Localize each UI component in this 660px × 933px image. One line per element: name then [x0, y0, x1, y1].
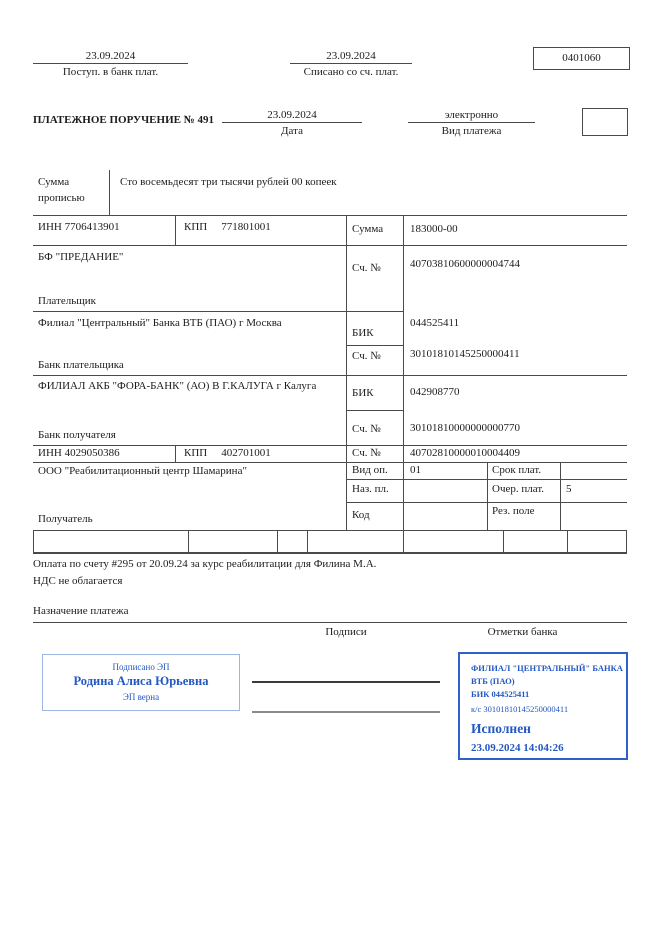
payment-kind-block [408, 109, 535, 137]
payer-account: 40703810600000004744 [410, 258, 520, 270]
debited-date-label: Списано со сч. плат. [303, 66, 399, 78]
payment-purpose-line1: Оплата по счету #295 от 20.09.24 за курс реабилитации для Филина М.А. [33, 558, 377, 570]
divider-line [33, 245, 627, 246]
amount-value: 183000-00 [410, 223, 458, 235]
payer-name: БФ "ПРЕДАНИЕ" [38, 251, 124, 263]
payment-kind-label: Вид платежа [441, 125, 502, 137]
payer-bank-account-label: Сч. № [352, 350, 381, 362]
receiver-bank-account: 30101810000000000770 [410, 422, 520, 434]
electronic-signature-stamp [42, 654, 240, 711]
receiver-bank-name: ФИЛИАЛ АКБ "ФОРА-БАНК" (АО) В Г.КАЛУГА г Калуга [38, 380, 317, 392]
payer-bank-account: 30101810145250000411 [410, 348, 520, 360]
divider-line [33, 530, 627, 531]
divider-line [307, 530, 308, 552]
divider-line [188, 530, 189, 552]
receiver-label: Получатель [38, 513, 93, 525]
divider-line [33, 622, 627, 623]
receiver-account: 40702810000010004409 [410, 447, 520, 459]
receiver-bank-account-label: Сч. № [352, 423, 381, 435]
receiver-inn: ИНН 4029050386 [38, 447, 120, 459]
stamp-datetime: 23.09.2024 14:04:26 [471, 741, 564, 754]
signed-with-es-label: Подписано ЭП [112, 662, 170, 672]
payer-kpp-value: 771801001 [221, 221, 271, 233]
operation-type-label: Вид оп. [352, 464, 388, 476]
payment-assignment-label: Наз. пл. [352, 483, 389, 495]
divider-line [33, 375, 627, 376]
payer-label: Плательщик [38, 295, 96, 307]
payer-kpp-label: КПП [184, 221, 208, 233]
receiver-kpp-value: 402701001 [221, 447, 271, 459]
receiver-kpp [184, 447, 271, 459]
payment-kind-value: электронно [408, 109, 535, 123]
reserve-field-label: Рез. поле [492, 505, 535, 517]
amount-in-words-label: Сумма прописью [38, 176, 85, 204]
divider-line [346, 345, 403, 346]
amount-in-words: Сто восемьдесят три тысячи рублей 00 копеек [120, 176, 337, 188]
divider-line [487, 462, 488, 530]
stamp-bank-corr-account: к/с 30101810145250000411 [471, 703, 569, 714]
stamp-bank-bik: БИК 044525411 [471, 689, 530, 700]
payment-priority-value: 5 [566, 483, 572, 495]
payment-purpose-line2: НДС не облагается [33, 575, 123, 587]
payer-bank-label: Банк плательщика [38, 359, 124, 371]
divider-line [403, 530, 404, 552]
divider-line [346, 479, 627, 480]
divider-line [403, 215, 404, 530]
document-date-block [222, 109, 362, 137]
code-label: Код [352, 509, 370, 521]
signatures-label: Подписи [325, 626, 367, 638]
stamp-bank-name-line1: ФИЛИАЛ "ЦЕНТРАЛЬНЫЙ" БАНКА [471, 663, 623, 673]
amount-label: Сумма [352, 223, 384, 235]
receiver-bank-bik-label: БИК [352, 387, 374, 399]
stamp-bank-name-line2: ВТБ (ПАО) [471, 676, 515, 687]
received-date: 23.09.2024 [33, 50, 188, 64]
debited-date: 23.09.2024 [290, 50, 412, 64]
signer-name: Родина Алиса Юрьевна [73, 674, 209, 688]
divider-line [175, 215, 176, 245]
payer-kpp [184, 221, 271, 233]
divider-line [346, 215, 347, 530]
signature-line [252, 711, 440, 713]
document-title: ПЛАТЕЖНОЕ ПОРУЧЕНИЕ № 491 [33, 114, 215, 126]
receiver-bank-label: Банк получателя [38, 429, 116, 441]
payer-inn: ИНН 7706413901 [38, 221, 120, 233]
divider-line [33, 215, 627, 216]
divider-line [626, 530, 627, 552]
bank-marks-label: Отметки банка [487, 626, 558, 638]
divider-line [175, 445, 176, 462]
operation-type-value: 01 [410, 464, 421, 476]
signature-line [252, 681, 440, 683]
divider-line [560, 462, 561, 530]
received-in-bank-block [33, 50, 188, 78]
payment-term-label: Срок плат. [492, 464, 542, 476]
payer-bank-bik-label: БИК [352, 327, 374, 339]
divider-line [33, 552, 627, 554]
received-date-label: Поступ. в банк плат. [62, 66, 159, 78]
payer-account-label: Сч. № [352, 262, 381, 274]
divider-line [33, 462, 627, 463]
payment-purpose-label: Назначение платежа [33, 605, 129, 617]
divider-line [503, 530, 504, 552]
divider-line [33, 530, 34, 552]
debited-from-account-block [290, 50, 412, 78]
receiver-kpp-label: КПП [184, 447, 208, 459]
receiver-bank-bik: 042908770 [410, 386, 460, 398]
divider-line [33, 311, 403, 312]
divider-line [567, 530, 568, 552]
receiver-account-label: Сч. № [352, 447, 381, 459]
es-valid-label: ЭП верна [122, 692, 160, 702]
bank-execution-stamp [458, 652, 628, 760]
status-box-empty [582, 108, 628, 136]
form-code-box: 0401060 [533, 47, 630, 70]
divider-line [346, 502, 627, 503]
document-date-label: Дата [281, 125, 303, 137]
payer-bank-bik: 044525411 [410, 317, 460, 329]
divider-line [277, 530, 278, 552]
divider-line [346, 410, 403, 411]
stamp-status: Исполнен [471, 720, 531, 736]
divider-line [33, 445, 627, 446]
document-date: 23.09.2024 [222, 109, 362, 123]
payment-priority-label: Очер. плат. [492, 483, 545, 495]
receiver-name: ООО "Реабилитационный центр Шамарина" [38, 465, 247, 477]
payer-bank-name: Филиал "Центральный" Банка ВТБ (ПАО) г Москва [38, 317, 282, 329]
